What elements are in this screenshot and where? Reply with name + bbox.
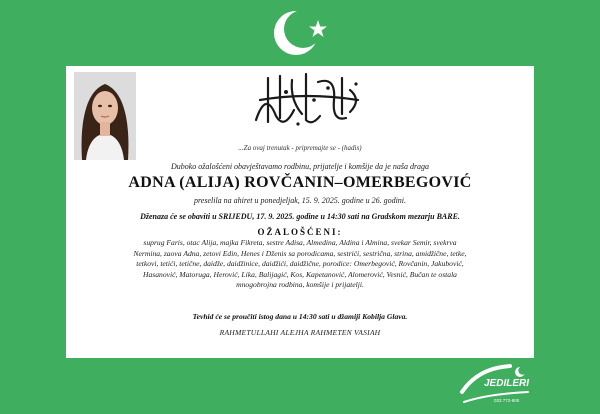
deceased-name: ADNA (ALIJA) ROVČANIN–OMERBEGOVIĆ	[128, 174, 472, 191]
hadith-quote: ...Za ovaj trenutak - pripremajte se - (hadis)	[238, 144, 362, 152]
mourners-heading: OŽALOŠĆENI:	[257, 227, 343, 237]
obituary-card	[66, 66, 534, 358]
intro-text: Duboko ožalošćeni obavještavamo rodbinu, prijatelje i komšije da je naša draga	[170, 162, 430, 171]
logo-phone: 033 772-900	[494, 398, 520, 403]
mourners-line: Hasanović, Matoruga, Herović, Lika, Balijagić, Kos, Kapetanović, Alomerović, Vesnić, Bučan te ostala	[143, 269, 457, 279]
logo-name: JEDILERI	[484, 378, 530, 389]
mourners-line: Nermina, zaova Adna, zetovi Edin, Henes i Dženis sa porodicama, sestrići, sestrična, strina, amidžične, tetke,	[133, 248, 467, 258]
mourners-line: suprug Faris, otac Alija, majka Fikreta, sestre Adisa, Almedina, Aldina i Almina, svekar Semir, svekrva	[143, 238, 457, 247]
mourners-line: mnogobrojna rodbina, komšije i prijatelji.	[236, 280, 364, 290]
tevhid-info: Tevhid će se proučiti istog dana u 14:30 sati u džamiji Kobilja Glava.	[192, 312, 408, 321]
mourners-list	[74, 238, 526, 291]
crescent-star-icon	[270, 6, 334, 60]
closing-prayer: RAHMETULLAHI ALEJHA RAHMETEN VASIAH	[219, 328, 381, 337]
arabic-calligraphy-icon	[246, 70, 366, 132]
funeral-info: Dženaza će se obaviti u SRIJEDU, 17. 9. 2025. godine u 14:30 sati na Gradskom mezarju BARE.	[140, 212, 460, 221]
mourners-line: tetkovi, tetići, tetične, daidže, daidžinice, daidžići, daidžične, porodice: Omerbegović, Rovčanin, Jakubović,	[136, 259, 464, 269]
passing-info: preselila na ahiret u ponedjeljak, 15. 9. 2025. godine u 26. godini.	[193, 196, 407, 205]
